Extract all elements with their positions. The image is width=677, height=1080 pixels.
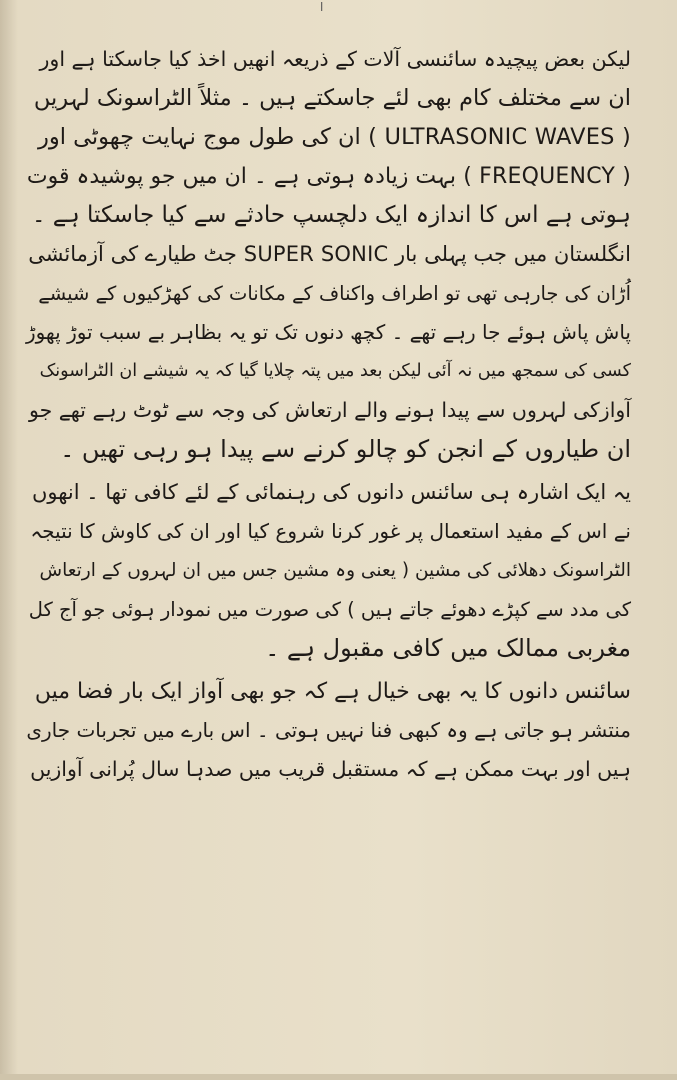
text-line: پاش پاش ہوئے جا رہے تھے ۔ کچھ دنوں تک تو یہ بظاہر بے سبب توڑ پھوڑ (25, 320, 631, 344)
urdu-text-body (26, 40, 631, 789)
page-top-mark: ا (320, 0, 324, 14)
text-line: کی مدد سے کپڑے دھوئے جاتے ہیں ) کی صورت میں نمودار ہوئی جو آج کل (28, 598, 631, 621)
page-bottom-edge (0, 1074, 677, 1080)
text-line: ہیں اور بہت ممکن ہے کہ مستقبل قریب میں صدہا سال پُرانی آوازیں (30, 757, 631, 781)
text-line: ان سے مختلف کام بھی لئے جاسکتے ہیں ۔ مثلاً الٹراسونک لہریں (33, 85, 631, 111)
text-line: مغربی ممالک میں کافی مقبول ہے ۔ (265, 634, 631, 662)
text-line: کسی کی سمجھ میں نہ آئی لیکن بعد میں پتہ چلایا گیا کہ یہ شیشے ان الٹراسونک (39, 361, 631, 381)
text-line: ( ULTRASONIC WAVES ) ان کی طول موج نہایت چھوٹی اور (38, 124, 631, 150)
text-line: لیکن بعض پیچیدہ سائنسی آلات کے ذریعہ انھیں اخذ کیا جاسکتا ہے اور (39, 47, 631, 71)
text-line: انگلستان میں جب پہلی بار SUPER SONIC جٹ طیارے کی آزمائشی (28, 242, 631, 266)
text-line: اُڑان کی جارہی تھی تو اطراف واکناف کے مکانات کی کھڑکیوں کے شیشے (38, 282, 631, 305)
text-line: نے اس کے مفید استعمال پر غور کرنا شروع کیا اور ان کی کاوش کا نتیجہ (30, 519, 631, 543)
text-line: ان طیاروں کے انجن کو چالو کرنے سے پیدا ہو رہی تھیں ۔ (60, 435, 631, 463)
text-line: ( FREQUENCY ) بہت زیادہ ہوتی ہے ۔ ان میں جو پوشیدہ قوت (26, 164, 631, 189)
text-line: ہوتی ہے اس کا اندازہ ایک دلچسپ حادثے سے کیا جاسکتا ہے ۔ (31, 202, 631, 228)
text-line: آوازکی لہروں سے پیدا ہونے والے ارتعاش کی وجہ سے ٹوٹ رہے تھے جو (28, 398, 631, 422)
text-line: سائنس دانوں کا یہ بھی خیال ہے کہ جو بھی آواز ایک بار فضا میں (34, 679, 631, 704)
text-line: یہ ایک اشارہ ہی سائنس دانوں کی رہنمائی کے لئے کافی تھا ۔ انھوں (31, 480, 631, 504)
text-line: الٹراسونک دھلائی کی مشین ( یعنی وہ مشین جس میں ان لہروں کے ارتعاش (39, 560, 631, 581)
text-line: منتشر ہو جاتی ہے وہ کبھی فنا نہیں ہوتی ۔ اس بارے میں تجربات جاری (26, 718, 631, 742)
